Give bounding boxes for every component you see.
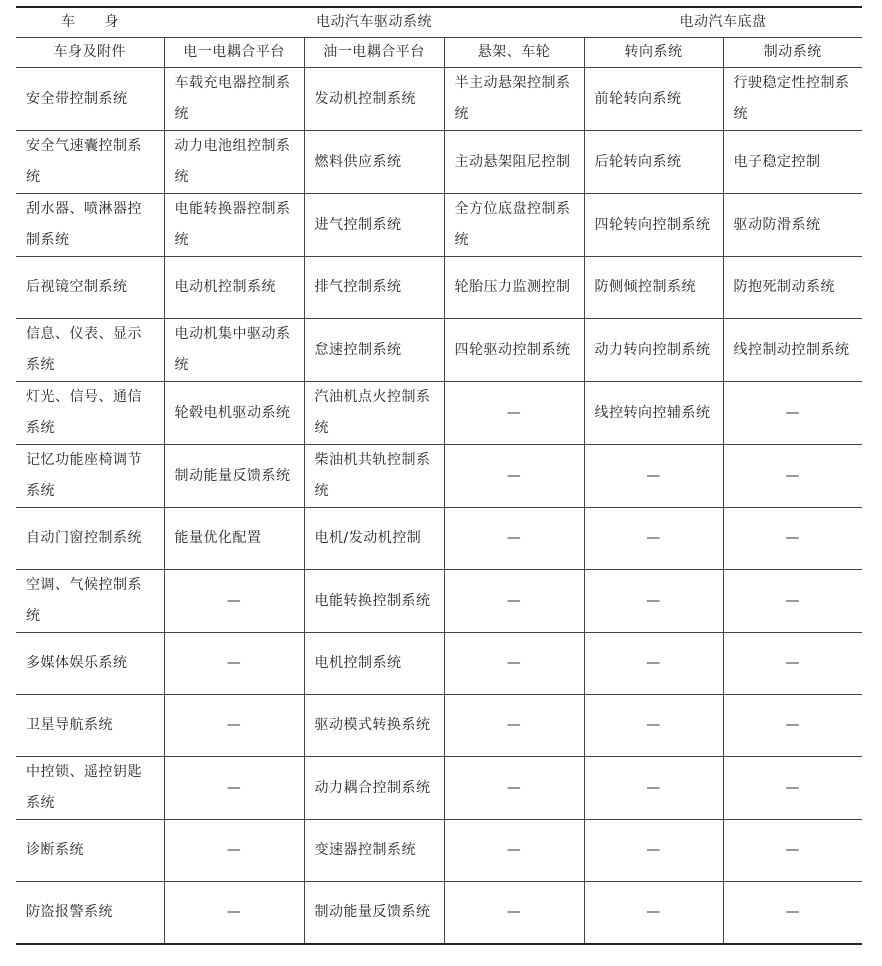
group-header-row [16, 7, 862, 38]
cell-braking: — [723, 570, 862, 633]
table-row [16, 757, 862, 820]
cell-ee-platform: 电动机集中驱动系统 [164, 319, 304, 382]
cell-oe-platform: 驱动模式转换系统 [304, 695, 444, 757]
cell-body-accessories: 信息、仪表、显示系统 [16, 319, 164, 382]
table-row [16, 319, 862, 382]
col-header-oe-platform: 油一电耦合平台 [304, 38, 444, 68]
cell-oe-platform: 电能转换控制系统 [304, 570, 444, 633]
cell-oe-platform: 制动能量反馈系统 [304, 882, 444, 945]
cell-oe-platform: 排气控制系统 [304, 257, 444, 319]
cell-steering: — [584, 633, 723, 695]
cell-steering: 后轮转向系统 [584, 131, 723, 194]
cell-ee-platform: — [164, 757, 304, 820]
cell-braking: — [723, 508, 862, 570]
cell-oe-platform: 电机/发动机控制 [304, 508, 444, 570]
table-row [16, 508, 862, 570]
cell-suspension: 全方位底盘控制系统 [444, 194, 584, 257]
cell-suspension: 轮胎压力监测控制 [444, 257, 584, 319]
cell-steering: 前轮转向系统 [584, 68, 723, 131]
table-row [16, 820, 862, 882]
cell-steering: — [584, 695, 723, 757]
cell-braking: — [723, 633, 862, 695]
cell-suspension: — [444, 695, 584, 757]
cell-body-accessories: 后视镜空制系统 [16, 257, 164, 319]
cell-ee-platform: — [164, 820, 304, 882]
cell-ee-platform: 动力电池组控制系统 [164, 131, 304, 194]
cell-oe-platform: 燃料供应系统 [304, 131, 444, 194]
cell-oe-platform: 动力耦合控制系统 [304, 757, 444, 820]
cell-suspension: — [444, 570, 584, 633]
table-row [16, 257, 862, 319]
cell-steering: 四轮转向控制系统 [584, 194, 723, 257]
cell-oe-platform: 柴油机共轨控制系统 [304, 445, 444, 508]
group-header-drive: 电动汽车驱动系统 [164, 7, 584, 38]
cell-body-accessories: 安全带控制系统 [16, 68, 164, 131]
table-row [16, 131, 862, 194]
cell-oe-platform: 变速器控制系统 [304, 820, 444, 882]
cell-braking: 电子稳定控制 [723, 131, 862, 194]
cell-steering: — [584, 570, 723, 633]
table-row [16, 570, 862, 633]
cell-ee-platform: — [164, 633, 304, 695]
cell-oe-platform: 汽油机点火控制系统 [304, 382, 444, 445]
cell-suspension: 主动悬架阻尼控制 [444, 131, 584, 194]
cell-body-accessories: 中控锁、遥控钥匙系统 [16, 757, 164, 820]
cell-steering: 动力转向控制系统 [584, 319, 723, 382]
cell-braking: — [723, 695, 862, 757]
cell-suspension: — [444, 508, 584, 570]
cell-steering: — [584, 757, 723, 820]
cell-suspension: — [444, 820, 584, 882]
cell-body-accessories: 安全气速囊控制系统 [16, 131, 164, 194]
column-header-row [16, 38, 862, 68]
cell-suspension: 半主动悬架控制系统 [444, 68, 584, 131]
cell-ee-platform: — [164, 882, 304, 945]
table-row [16, 68, 862, 131]
cell-braking: 线控制动控制系统 [723, 319, 862, 382]
group-header-body: 车 身 [16, 7, 164, 38]
cell-ee-platform: 电能转换器控制系统 [164, 194, 304, 257]
col-header-braking: 制动系统 [723, 38, 862, 68]
cell-oe-platform: 怠速控制系统 [304, 319, 444, 382]
cell-ee-platform: 电动机控制系统 [164, 257, 304, 319]
cell-suspension: — [444, 633, 584, 695]
cell-braking: 行驶稳定性控制系统 [723, 68, 862, 131]
cell-braking: 驱动防滑系统 [723, 194, 862, 257]
cell-body-accessories: 刮水器、喷淋器控制系统 [16, 194, 164, 257]
cell-body-accessories: 多媒体娱乐系统 [16, 633, 164, 695]
col-header-body-accessories: 车身及附件 [16, 38, 164, 68]
table-row [16, 194, 862, 257]
cell-suspension: — [444, 445, 584, 508]
cell-steering: — [584, 445, 723, 508]
cell-suspension: 四轮驱动控制系统 [444, 319, 584, 382]
cell-steering: — [584, 820, 723, 882]
cell-ee-platform: — [164, 695, 304, 757]
col-header-suspension: 悬架、车轮 [444, 38, 584, 68]
ev-electronic-systems-table [16, 6, 862, 945]
cell-body-accessories: 记忆功能座椅调节系统 [16, 445, 164, 508]
cell-ee-platform: 制动能量反馈系统 [164, 445, 304, 508]
table-body [16, 7, 862, 944]
cell-suspension: — [444, 382, 584, 445]
cell-body-accessories: 自动门窗控制系统 [16, 508, 164, 570]
cell-oe-platform: 进气控制系统 [304, 194, 444, 257]
cell-body-accessories: 空调、气候控制系统 [16, 570, 164, 633]
cell-ee-platform: — [164, 570, 304, 633]
cell-oe-platform: 电机控制系统 [304, 633, 444, 695]
cell-ee-platform: 能量优化配置 [164, 508, 304, 570]
table-row [16, 695, 862, 757]
cell-suspension: — [444, 757, 584, 820]
cell-braking: — [723, 820, 862, 882]
cell-body-accessories: 防盗报警系统 [16, 882, 164, 945]
cell-braking: 防抱死制动系统 [723, 257, 862, 319]
table-row [16, 382, 862, 445]
table-row [16, 445, 862, 508]
cell-body-accessories: 灯光、信号、通信系统 [16, 382, 164, 445]
cell-ee-platform: 轮毂电机驱动系统 [164, 382, 304, 445]
cell-braking: — [723, 882, 862, 945]
cell-braking: — [723, 445, 862, 508]
col-header-steering: 转向系统 [584, 38, 723, 68]
cell-steering: 防侧倾控制系统 [584, 257, 723, 319]
table-row [16, 882, 862, 945]
table-row [16, 633, 862, 695]
cell-suspension: — [444, 882, 584, 945]
group-header-chassis: 电动汽车底盘 [584, 7, 862, 38]
cell-ee-platform: 车载充电器控制系统 [164, 68, 304, 131]
cell-body-accessories: 诊断系统 [16, 820, 164, 882]
col-header-ee-platform: 电一电耦合平台 [164, 38, 304, 68]
cell-oe-platform: 发动机控制系统 [304, 68, 444, 131]
cell-steering: — [584, 882, 723, 945]
cell-braking: — [723, 382, 862, 445]
cell-steering: 线控转向控辅系统 [584, 382, 723, 445]
cell-body-accessories: 卫星导航系统 [16, 695, 164, 757]
cell-braking: — [723, 757, 862, 820]
cell-steering: — [584, 508, 723, 570]
